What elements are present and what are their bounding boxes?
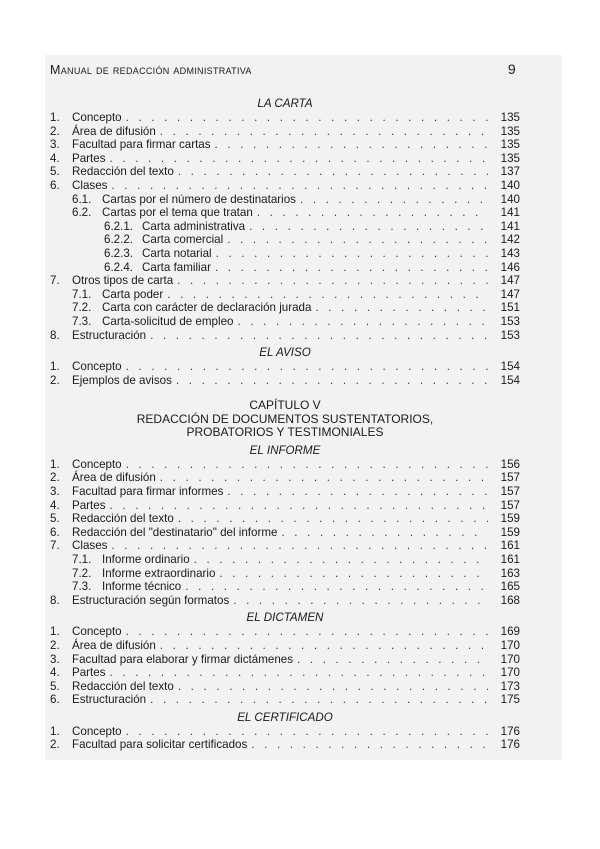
dot-leader — [111, 539, 488, 553]
toc-entry[interactable] — [50, 653, 520, 667]
toc-entry-label: Redacción del texto — [72, 165, 174, 179]
dot-leader — [233, 594, 488, 608]
toc-entry-label: Carta notarial — [142, 246, 212, 260]
toc-entry-number: 5. — [50, 165, 60, 179]
toc-entry-page: 140 — [500, 178, 520, 192]
section-title: EL CERTIFICADO — [237, 710, 333, 724]
toc-entry-label: Redacción del texto — [72, 679, 174, 693]
toc-entry-number: 4. — [50, 666, 60, 680]
dot-leader — [300, 193, 488, 207]
toc-entry-page: 170 — [500, 666, 520, 680]
toc-entry-page: 154 — [500, 373, 520, 387]
toc-entry[interactable] — [50, 539, 520, 553]
section-title: EL AVISO — [259, 346, 311, 360]
toc-entry-page: 153 — [500, 314, 520, 328]
dot-leader — [126, 111, 488, 125]
toc-entry-page: 170 — [500, 652, 520, 666]
toc-entry[interactable] — [50, 301, 520, 315]
toc-entry-page: 161 — [500, 552, 520, 566]
toc-entry[interactable] — [50, 680, 520, 694]
toc-entry-number: 7.1. — [72, 552, 92, 566]
running-header — [50, 63, 520, 79]
toc-entry-label: Informe ordinario — [102, 552, 190, 566]
toc-entry[interactable] — [50, 179, 520, 193]
dot-leader — [315, 301, 488, 315]
toc-entry[interactable] — [50, 138, 520, 152]
toc-entry-page: 140 — [500, 192, 520, 206]
dot-leader — [178, 165, 488, 179]
toc-entry-page: 159 — [500, 512, 520, 526]
toc-entry-number: 7.3. — [72, 580, 92, 594]
dot-leader — [160, 125, 488, 139]
dot-leader — [257, 206, 488, 220]
toc-entry-label: Otros tipos de carta — [72, 274, 174, 288]
toc-entry[interactable] — [50, 738, 520, 752]
toc-entry-page: 147 — [500, 274, 520, 288]
toc-entry-label: Redacción del texto — [72, 512, 174, 526]
toc-entry-number: 6.2. — [72, 206, 92, 220]
dot-leader — [111, 179, 488, 193]
toc-entry-number: 1. — [50, 625, 60, 639]
dot-leader — [178, 512, 488, 526]
toc-entry-label: Cartas por el número de destinatarios — [102, 192, 296, 206]
toc-entry-page: 176 — [500, 738, 520, 752]
toc-entry-label: Estructuración — [72, 693, 147, 707]
toc-entry-page: 141 — [500, 219, 520, 233]
toc-entry[interactable] — [50, 567, 520, 581]
table-of-contents — [50, 93, 520, 752]
toc-entry-number: 2. — [50, 738, 60, 752]
toc-entry-label: Partes — [72, 666, 106, 680]
toc-entry-page: 169 — [500, 625, 520, 639]
toc-entry[interactable] — [50, 220, 520, 234]
toc-entry-label: Concepto — [72, 360, 122, 374]
toc-entry-page: 165 — [500, 580, 520, 594]
dot-leader — [227, 233, 488, 247]
dot-leader — [126, 625, 488, 639]
dot-leader — [185, 580, 488, 594]
toc-entry[interactable] — [50, 125, 520, 139]
dot-leader — [219, 567, 488, 581]
toc-entry[interactable] — [50, 693, 520, 707]
chapter-heading — [50, 399, 520, 440]
toc-entry-number: 7.1. — [72, 287, 92, 301]
toc-entry[interactable] — [50, 315, 520, 329]
toc-entry-number: 4. — [50, 498, 60, 512]
toc-entry-number: 6. — [50, 178, 60, 192]
toc-entry-number: 6.2.2. — [104, 233, 134, 247]
dot-leader — [126, 725, 488, 739]
toc-entry[interactable] — [50, 152, 520, 166]
dot-leader — [160, 639, 488, 653]
toc-entry-page: 135 — [500, 151, 520, 165]
toc-entry-page: 170 — [500, 638, 520, 652]
toc-entry[interactable] — [50, 594, 520, 608]
toc-entry-page: 156 — [500, 457, 520, 471]
toc-entry-label: Partes — [72, 151, 106, 165]
dot-leader — [216, 247, 488, 261]
toc-entry-label: Facultad para firmar cartas — [72, 138, 211, 152]
toc-entry-number: 2. — [50, 638, 60, 652]
toc-entry-number: 1. — [50, 111, 60, 124]
toc-entry-page: 135 — [500, 124, 520, 138]
toc-entry-label: Concepto — [72, 625, 122, 639]
toc-entry-number: 7. — [50, 539, 60, 553]
toc-entry[interactable] — [50, 458, 520, 472]
toc-entry-number: 3. — [50, 484, 60, 498]
toc-entry-number: 6. — [50, 693, 60, 707]
dot-leader — [237, 315, 488, 329]
toc-entry-label: Área de difusión — [72, 124, 156, 138]
chapter-heading-line: CAPÍTULO V — [249, 398, 321, 413]
toc-entry[interactable] — [50, 247, 520, 261]
toc-entry-label: Clases — [72, 539, 108, 553]
dot-leader — [160, 471, 488, 485]
toc-entry-number: 7.3. — [72, 314, 92, 328]
page-number: 9 — [507, 61, 516, 77]
toc-entry-number: 1. — [50, 360, 60, 374]
dot-leader — [281, 526, 488, 540]
toc-entry[interactable] — [50, 261, 520, 275]
dot-leader — [126, 458, 488, 472]
toc-entry-page: 168 — [500, 593, 520, 607]
toc-entry-page: 142 — [500, 233, 520, 247]
toc-entry-number: 2. — [50, 471, 60, 485]
toc-entry[interactable] — [50, 526, 520, 540]
toc-entry-number: 5. — [50, 512, 60, 526]
dot-leader — [227, 485, 488, 499]
toc-entry-number: 2. — [50, 373, 60, 387]
toc-entry-page: 175 — [500, 693, 520, 707]
toc-entry[interactable] — [50, 499, 520, 513]
dot-leader — [251, 738, 488, 752]
section-title: EL DICTAMEN — [246, 611, 324, 625]
toc-entry-number: 5. — [50, 679, 60, 693]
toc-entry-page: 163 — [500, 566, 520, 580]
toc-entry-number: 6. — [50, 525, 60, 539]
toc-entry-page: 154 — [500, 360, 520, 374]
toc-entry[interactable] — [50, 206, 520, 220]
toc-entry-label: Área de difusión — [72, 471, 156, 485]
toc-entry-label: Estructuración según formatos — [72, 593, 230, 607]
toc-entry-label: Ejemplos de avisos — [72, 373, 172, 387]
dot-leader — [110, 666, 488, 680]
toc-entry-number: 8. — [50, 328, 60, 342]
dot-leader — [110, 499, 488, 513]
toc-entry[interactable] — [50, 288, 520, 302]
toc-entry-page: 141 — [500, 206, 520, 220]
toc-entry-page: 161 — [500, 539, 520, 553]
toc-entry-number: 6.2.1. — [104, 219, 134, 233]
toc-entry-number: 3. — [50, 138, 60, 152]
toc-entry-label: Carta familiar — [142, 260, 211, 274]
toc-entry-label: Informe técnico — [102, 580, 182, 594]
toc-entry[interactable] — [50, 233, 520, 247]
toc-entry-number: 1. — [50, 457, 60, 471]
dot-leader — [176, 374, 488, 388]
dot-leader — [167, 288, 488, 302]
chapter-heading-line: REDACCIÓN DE DOCUMENTOS SUSTENTATORIOS, — [136, 411, 434, 426]
toc-entry-page: 157 — [500, 484, 520, 498]
toc-entry-number: 6.2.4. — [104, 260, 134, 274]
toc-entry-page: 135 — [500, 111, 520, 124]
dot-leader — [177, 274, 488, 288]
toc-entry-number: 7.2. — [72, 301, 92, 315]
toc-entry-number: 6.2.3. — [104, 246, 134, 260]
toc-entry-label: Carta poder — [102, 287, 164, 301]
toc-entry-label: Cartas por el tema que tratan — [102, 206, 253, 220]
toc-entry-page: 153 — [500, 328, 520, 342]
toc-entry[interactable] — [50, 165, 520, 179]
toc-entry-number: 1. — [50, 724, 60, 738]
toc-entry-page: 176 — [500, 724, 520, 738]
toc-entry-page: 173 — [500, 679, 520, 693]
toc-entry-page: 159 — [500, 525, 520, 539]
toc-entry[interactable] — [50, 274, 520, 288]
toc-entry[interactable] — [50, 725, 520, 739]
dot-leader — [126, 360, 488, 374]
toc-entry-label: Carta comercial — [142, 233, 224, 247]
dot-leader — [178, 680, 488, 694]
dot-leader — [297, 653, 488, 667]
dot-leader — [194, 553, 488, 567]
toc-entry-label: Facultad para solicitar certificados — [72, 738, 248, 752]
toc-entry-number: 6.1. — [72, 192, 92, 206]
toc-entry-page: 146 — [500, 260, 520, 274]
toc-entry-page: 143 — [500, 246, 520, 260]
toc-entry-number: 4. — [50, 151, 60, 165]
toc-entry-number: 2. — [50, 124, 60, 138]
toc-entry-label: Concepto — [72, 457, 122, 471]
toc-entry-label: Concepto — [72, 111, 122, 124]
toc-entry[interactable] — [50, 553, 520, 567]
toc-entry-label: Partes — [72, 498, 106, 512]
dot-leader — [110, 152, 488, 166]
dot-leader — [215, 261, 488, 275]
toc-entry[interactable] — [50, 512, 520, 526]
toc-entry[interactable] — [50, 485, 520, 499]
toc-entry-number: 7. — [50, 274, 60, 288]
dot-leader — [249, 220, 488, 234]
toc-entry-label: Informe extraordinario — [102, 566, 216, 580]
toc-entry-label: Facultad para firmar informes — [72, 484, 224, 498]
toc-entry-page: 157 — [500, 498, 520, 512]
toc-entry-number: 7.2. — [72, 566, 92, 580]
toc-entry-page: 137 — [500, 165, 520, 179]
section-title: LA CARTA — [257, 97, 313, 110]
toc-entry-label: Redacción del "destinatario" del informe — [72, 525, 278, 539]
toc-entry-page: 151 — [500, 301, 520, 315]
toc-entry-label: Clases — [72, 178, 108, 192]
toc-entry[interactable] — [50, 666, 520, 680]
toc-entry[interactable] — [50, 625, 520, 639]
toc-entry-label: Carta administrativa — [142, 219, 246, 233]
toc-entry-label: Concepto — [72, 724, 122, 738]
toc-entry-label: Carta-solicitud de empleo — [102, 314, 234, 328]
toc-entry[interactable] — [50, 580, 520, 594]
toc-entry-label: Carta con carácter de declaración jurada — [102, 301, 312, 315]
toc-entry[interactable] — [50, 374, 520, 388]
toc-entry[interactable] — [50, 471, 520, 485]
toc-entry-number: 8. — [50, 593, 60, 607]
dot-leader — [150, 329, 488, 343]
toc-entry-page: 135 — [500, 138, 520, 152]
toc-entry-label: Estructuración — [72, 328, 147, 342]
toc-entry-label: Facultad para elaborar y firmar dictámenes — [72, 652, 294, 666]
dot-leader — [150, 693, 488, 707]
toc-entry-number: 3. — [50, 652, 60, 666]
toc-entry[interactable] — [50, 111, 520, 125]
toc-entry-page: 157 — [500, 471, 520, 485]
toc-entry-page: 147 — [500, 287, 520, 301]
toc-entry[interactable] — [50, 193, 520, 207]
toc-entry-label: Área de difusión — [72, 638, 156, 652]
toc-entry[interactable] — [50, 639, 520, 653]
section-title: EL INFORME — [249, 443, 321, 457]
dot-leader — [215, 138, 488, 152]
toc-entry[interactable] — [50, 329, 520, 343]
toc-entry[interactable] — [50, 360, 520, 374]
chapter-heading-line: PROBATORIOS Y TESTIMONIALES — [186, 425, 384, 440]
book-title: Manual de redacción administrativa — [50, 63, 252, 77]
